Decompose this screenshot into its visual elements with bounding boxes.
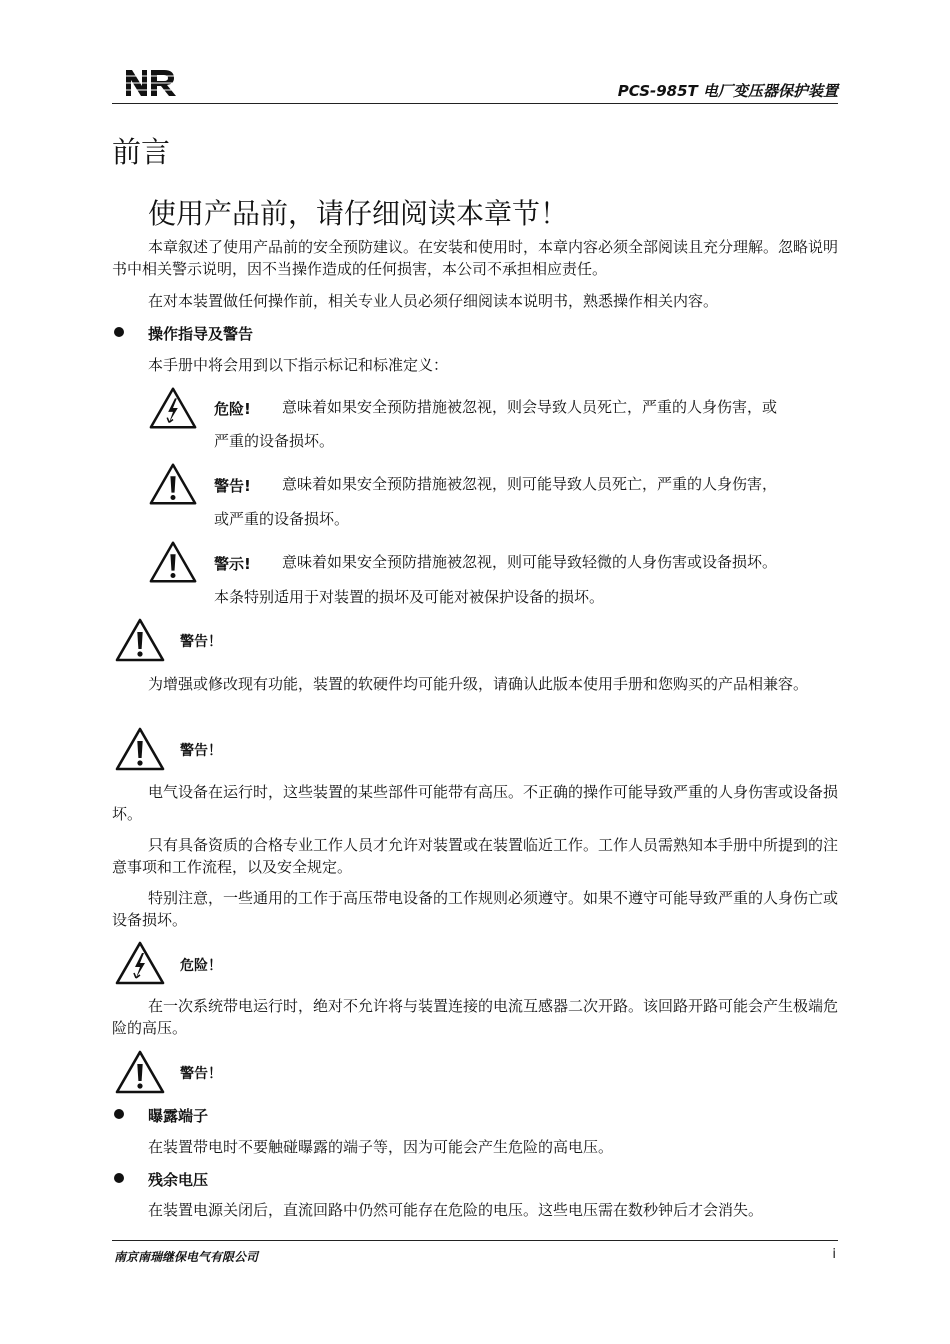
- notice-label: 警告！: [180, 743, 222, 759]
- notice-label: 警告！: [180, 1066, 222, 1082]
- page-subtitle: 使用产品前，请仔细阅读本章节！: [148, 197, 569, 230]
- exclamation-warning-icon: [148, 461, 198, 507]
- definition-keyword: 警示!: [214, 555, 251, 573]
- page-title: 前言: [112, 135, 171, 169]
- notice-paragraph: 只有具备资质的合格专业工作人员才允许对装置或在装置临近工作。工作人员需熟知本手册中所提到的注意事项和工作流程，以及安全规定。: [112, 836, 839, 876]
- intro-paragraph: 本章叙述了使用产品前的安全预防建议。在安装和使用时，本章内容必须全部阅读且充分理解。忽略说明书中相关警示说明，因不当操作造成的任何损害，本公司不承担相应责任。: [112, 238, 839, 278]
- bullet-heading: 残余电压: [148, 1171, 209, 1189]
- notice-label: 危险！: [180, 958, 222, 974]
- bullet-heading: 曝露端子: [148, 1107, 209, 1125]
- notice-paragraph: 特别注意，一些通用的工作于高压带电设备的工作规则必须遵守。如果不遵守可能导致严重的人身伤亡或设备损坏。: [112, 889, 839, 929]
- bullet-text: 在装置电源关闭后，直流回路中仍然可能存在危险的电压。这些电压需在数秒钟后才会消失。: [148, 1201, 764, 1219]
- definition-text: 意味着如果安全预防措施被忽视，则可能导致人员死亡，严重的人身伤害，: [282, 475, 778, 493]
- bullet-dot: [114, 1109, 124, 1119]
- exclamation-warning-icon: [114, 726, 166, 772]
- definition-text: 意味着如果安全预防措施被忽视，则可能导致轻微的人身伤害或设备损坏。: [282, 553, 778, 571]
- footer-company: 南京南瑞继保电气有限公司: [114, 1250, 259, 1264]
- definition-text: 本条特别适用于对装置的损坏及可能对被保护设备的损坏。: [214, 588, 605, 606]
- bullet-dot: [114, 1173, 124, 1183]
- bullet-text: 在装置带电时不要触碰曝露的端子等，因为可能会产生危险的高电压。: [148, 1138, 614, 1156]
- exclamation-warning-icon: [148, 539, 198, 585]
- exclamation-warning-icon: [114, 617, 166, 663]
- notice-paragraph: 在一次系统带电运行时，绝对不允许将与装置连接的电流互感器二次开路。该回路开路可能会产生极端危险的高压。: [112, 997, 839, 1037]
- bullet-dot: [114, 327, 124, 337]
- notice-paragraph: 为增强或修改现有功能，装置的软硬件均可能升级，请确认此版本使用手册和您购买的产品相兼容。: [148, 675, 809, 693]
- definition-text: 或严重的设备损坏。: [214, 510, 350, 528]
- high-voltage-icon: [148, 385, 198, 431]
- definition-keyword: 警告!: [214, 477, 251, 495]
- section-heading: 操作指导及警告: [148, 325, 254, 343]
- intro-paragraph: 在对本装置做任何操作前，相关专业人员必须仔细阅读本说明书，熟悉操作相关内容。: [148, 292, 719, 310]
- footer-divider: [112, 1240, 838, 1241]
- notice-label: 警告！: [180, 634, 222, 650]
- page-number: i: [832, 1247, 836, 1262]
- header-divider: [112, 103, 838, 104]
- definition-keyword: 危险!: [214, 400, 251, 418]
- document-title: PCS-985T 电厂变压器保护装置: [617, 82, 838, 100]
- notice-paragraph: 电气设备在运行时，这些装置的某些部件可能带有高压。不正确的操作可能导致严重的人身伤害或设备损坏。: [112, 783, 839, 823]
- definition-text: 严重的设备损坏。: [214, 432, 335, 450]
- definition-text: 意味着如果安全预防措施被忽视，则会导致人员死亡，严重的人身伤害，或: [282, 398, 778, 416]
- company-logo: [124, 64, 180, 100]
- high-voltage-icon: [114, 940, 166, 986]
- section-lead: 本手册中将会用到以下指示标记和标准定义：: [148, 356, 449, 374]
- exclamation-warning-icon: [114, 1049, 166, 1095]
